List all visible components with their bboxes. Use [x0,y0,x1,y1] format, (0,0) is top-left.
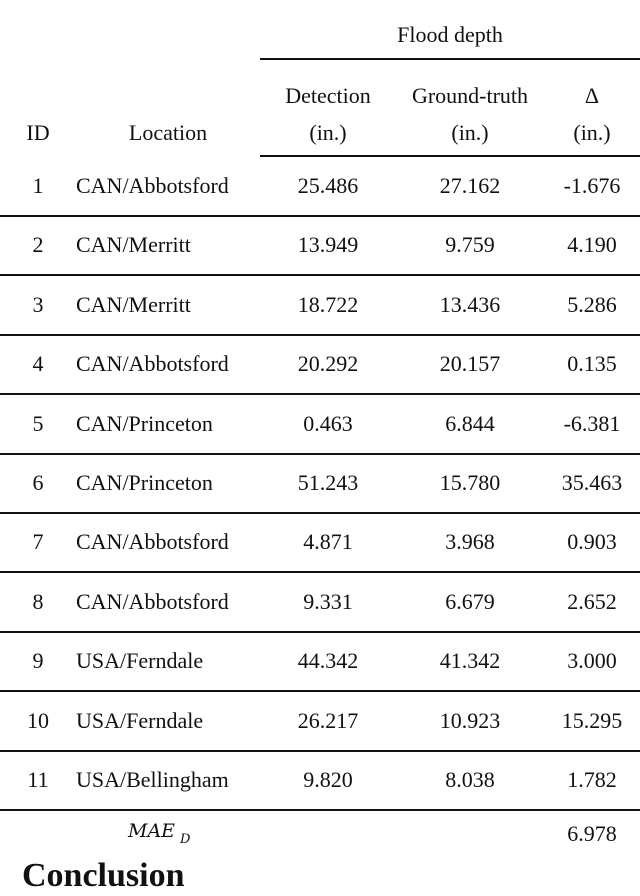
table-row [0,395,640,454]
cell-id: 11 [27,767,49,792]
cell-id: 10 [27,707,49,733]
cell-delta: 35.463 [561,470,623,495]
cell-detection: 51.243 [297,470,359,495]
cell-detection: 13.949 [297,232,359,258]
cell-detection: 20.292 [297,351,359,377]
cell-ground-truth: 20.157 [439,351,501,377]
table-row [0,573,640,632]
next-section-heading: Conclusion [22,857,185,894]
cell-delta: 2.652 [567,588,617,614]
cell-delta: 0.135 [567,351,617,377]
cell-id: 7 [32,529,44,555]
cell-detection: 25.486 [297,173,359,198]
cell-delta: -1.676 [563,173,621,198]
cell-id: 3 [32,291,44,317]
table-row [0,335,640,394]
cell-location: CAN/Abbotsford [76,173,229,198]
cell-ground-truth: 10.923 [439,707,501,733]
cell-location: CAN/Abbotsford [76,351,229,377]
header-ground-truth-unit: (in.) [451,120,489,145]
table-row [0,692,640,751]
cell-location: USA/Bellingham [76,767,229,792]
cell-location: CAN/Merritt [76,232,191,258]
cell-id: 1 [32,173,44,198]
cell-detection: 9.820 [303,767,353,792]
header-id: ID [26,120,50,145]
mae-text: MAE [128,820,176,842]
cell-location: CAN/Merritt [76,291,191,317]
cell-ground-truth: 9.759 [445,232,495,258]
cell-detection: 18.722 [297,291,359,317]
table-row [0,276,640,335]
header-delta: Δ [584,83,600,108]
cell-ground-truth: 3.968 [445,529,495,555]
summary-value: 6.978 [567,821,617,846]
table-row [0,632,640,691]
cell-ground-truth: 41.342 [439,648,501,674]
cell-detection: 44.342 [297,648,359,674]
header-delta-unit: (in.) [573,120,611,145]
header-detection: Detection [285,83,371,108]
table-row [0,157,640,216]
cell-location: USA/Ferndale [76,648,204,674]
cell-delta: 3.000 [567,648,617,674]
cell-ground-truth: 27.162 [439,173,501,198]
cell-detection: 26.217 [297,707,359,733]
cell-delta: 5.286 [567,291,617,317]
cell-location: CAN/Abbotsford [76,588,229,614]
cell-location: CAN/Abbotsford [76,529,229,555]
table-row [0,751,640,810]
cell-id: 8 [32,588,44,614]
group-header: Flood depth [397,22,503,47]
table-row [0,513,640,572]
cell-location: CAN/Princeton [76,410,213,436]
cell-ground-truth: 8.038 [445,767,495,792]
header-detection-unit: (in.) [309,120,347,145]
cell-ground-truth: 6.844 [445,410,495,436]
cell-ground-truth: 15.780 [439,470,501,495]
cell-delta: 0.903 [567,529,617,555]
header-location: Location [128,120,208,145]
cell-location: USA/Ferndale [76,707,204,733]
cell-id: 9 [32,648,44,674]
group-rule [260,58,640,60]
cell-detection: 4.871 [303,529,353,555]
mae-subscript: D [180,832,191,847]
cell-id: 5 [32,410,44,436]
cell-location: CAN/Princeton [76,470,213,495]
cell-id: 6 [32,470,44,495]
cell-detection: 0.463 [303,410,353,436]
cell-ground-truth: 13.436 [439,291,501,317]
cell-ground-truth: 6.679 [445,588,495,614]
table-row [0,454,640,513]
cell-delta: 4.190 [567,232,617,258]
table-row [0,216,640,275]
cell-id: 2 [32,232,44,258]
cell-delta: -6.381 [563,410,621,436]
cell-id: 4 [32,351,44,377]
header-ground-truth: Ground-truth [411,83,529,108]
cell-delta: 1.782 [567,767,617,792]
cell-delta: 15.295 [561,707,623,733]
cell-detection: 9.331 [303,588,353,614]
